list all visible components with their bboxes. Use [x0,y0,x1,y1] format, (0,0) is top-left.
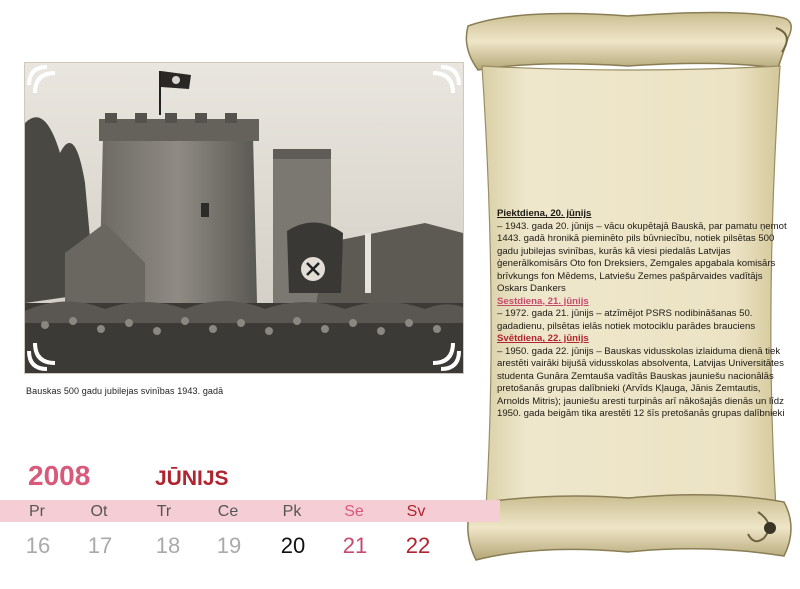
scroll-text [497,208,791,421]
weekday-name: Pr [29,503,45,520]
calendar-year: 2008 [28,460,91,491]
day-number: 21 [342,533,368,558]
entry-heading-friday: Piektdiena, 20. jūnijs [497,208,592,219]
weekday-name: Ot [90,503,108,520]
day-number: 19 [216,533,242,558]
entry-text-sunday: – 1950. gada 22. jūnijs – Bauskas vidusskolas izlaiduma dienā tiek arestēti vairāki bijušā vidusskolas absolventa, Latvijas Universitātes studenta Gunāra Zemtauša vadītās Bauskas jauniešu nacionālās pretošanās grupas dalībnieki (Arvīds Kļauga, Jānis Zemtautis, Arnolds Mitris); jauniešu aresti turpinās arī nākošajās dienās un līdz 1950. gada beigām tika arestēti 12 šīs pretošanās grupas dalībnieki [497,345,785,419]
weekday-name: Tr [156,503,172,520]
photo-caption: Bauskas 500 gadu jubilejas svinības 1943. gadā [26,386,224,396]
day-number: 18 [155,533,181,558]
day-number: 22 [405,533,431,558]
calendar-month: JŪNIJS [155,467,229,490]
historical-photo [24,62,464,374]
entry-text-saturday: – 1972. gada 21. jūnijs – atzīmējot PSRS nodibināšanas 50. gadadienu, pilsētas ielās notiek motociklu parādes brauciens [497,308,756,332]
entry-heading-saturday: Sestdiena, 21. jūnijs [497,295,589,307]
entry-text-friday: – 1943. gada 20. jūnijs – vācu okupētajā Bauskā, par pamatu ņemot 1443. gadā hronikā pieminēto pils būvniecību, notiek pilsētas 500 gadu jubilejas svinības, kurās kā viesi piedalās Latvijas ģenerālkomisārs Oto fon Dreksiers, Zemgales apgabala komisārs brīvkungs fon Mēdems, Latviešu Zemes pašpārvaides vadītājs Oskars Dankers [497,220,787,294]
entry-heading-sunday: Svētdiena, 22. jūnijs [497,333,589,344]
weekday-name: Ce [217,503,239,520]
day-number-current: 20 [280,533,306,558]
day-number: 16 [25,533,51,558]
day-number: 17 [87,533,113,558]
weekday-name: Pk [282,503,302,520]
weekday-name: Se [344,503,364,520]
weekday-name: Sv [406,503,426,520]
